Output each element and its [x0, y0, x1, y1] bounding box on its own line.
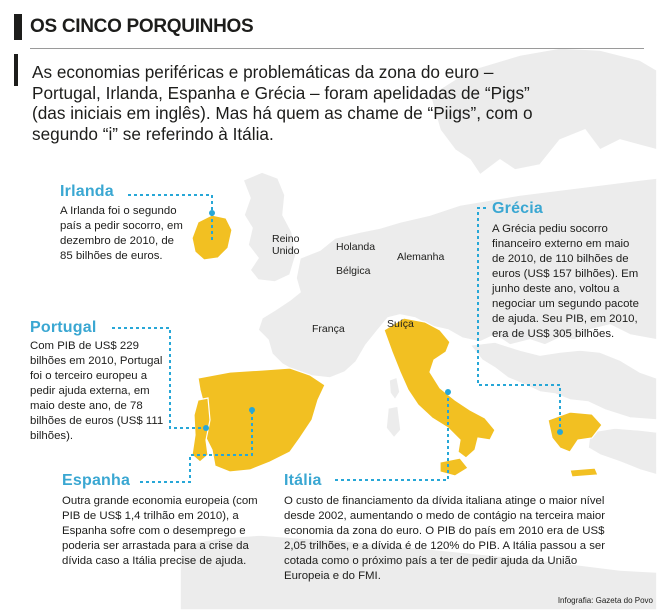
irlanda-text: A Irlanda foi o segundo país a pedir socorro, em dezembro de 2010, de 85 bilhões de euros.	[60, 205, 183, 262]
label-reino-unido: Reino Unido	[272, 233, 300, 257]
portugal-dot	[203, 425, 209, 431]
title-rule	[30, 48, 644, 49]
label-suica: Suíça	[387, 318, 414, 330]
italia-dot	[445, 389, 451, 395]
header	[14, 8, 644, 44]
credit-text: Infografia: Gazeta do Povo	[557, 596, 653, 605]
grecia-dot	[557, 429, 563, 435]
italia-title: Itália	[284, 472, 322, 489]
espanha-title: Espanha	[62, 472, 131, 489]
label-alemanha: Alemanha	[397, 251, 445, 263]
crete-shape	[570, 468, 598, 477]
portugal-title: Portugal	[30, 319, 97, 336]
portugal-text: Com PIB de US$ 229 bilhões em 2010, Portugal foi o terceiro europeu a pedir ajuda externa, em maio deste ano, de 78 bilhões de euros (US$ 111 bilhões).	[30, 340, 164, 442]
intro-text: As economias periféricas e problemáticas da zona do euro – Portugal, Irlanda, Espanha e Grécia – foram apelidadas de “Pigs” (das iniciais em inglês). Mas há quem as chame de “Piigs”, com o segundo “i” se referindo à Itália.	[32, 62, 533, 144]
intro-accent	[14, 54, 18, 86]
label-belgica: Bélgica	[336, 265, 371, 277]
grecia-title: Grécia	[492, 200, 544, 217]
title-accent	[14, 14, 22, 40]
italia-text: O custo de financiamento da dívida italiana atinge o maior nível desde 2002, aumentando o medo de contágio na terceira maior economia da zona do euro. O PIB do país em 2010 era de US$ 2,05 trilhões, e a dívida é de 120% do PIB. A Itália passou a ser cotada como o próximo país a ter de pedir ajuda da União Europeia e do FMI.	[284, 495, 606, 582]
label-holanda: Holanda	[336, 241, 376, 253]
page-title: OS CINCO PORQUINHOS	[30, 16, 254, 37]
irlanda-title: Irlanda	[60, 183, 114, 200]
espanha-dot	[249, 407, 255, 413]
sicily-shape	[440, 458, 468, 476]
espanha-text: Outra grande economia europeia (com PIB de US$ 1,4 trilhão em 2010), a Espanha sofre com o desemprego e poderia ser arrastada para a crise da dívida caso a Itália precise de ajuda.	[62, 495, 258, 567]
spain-shape	[198, 368, 325, 472]
grecia-text: A Grécia pediu socorro financeiro externo em maio de 2010, de 110 bilhões de euros (US$ 157 bilhões). Em junho deste ano, voltou a negociar um segundo pacote de ajuda. Seu PIB, em 2010, era de US$ 305 bilhões.	[492, 223, 639, 340]
irlanda-dot	[209, 210, 215, 216]
label-franca: França	[312, 323, 345, 335]
